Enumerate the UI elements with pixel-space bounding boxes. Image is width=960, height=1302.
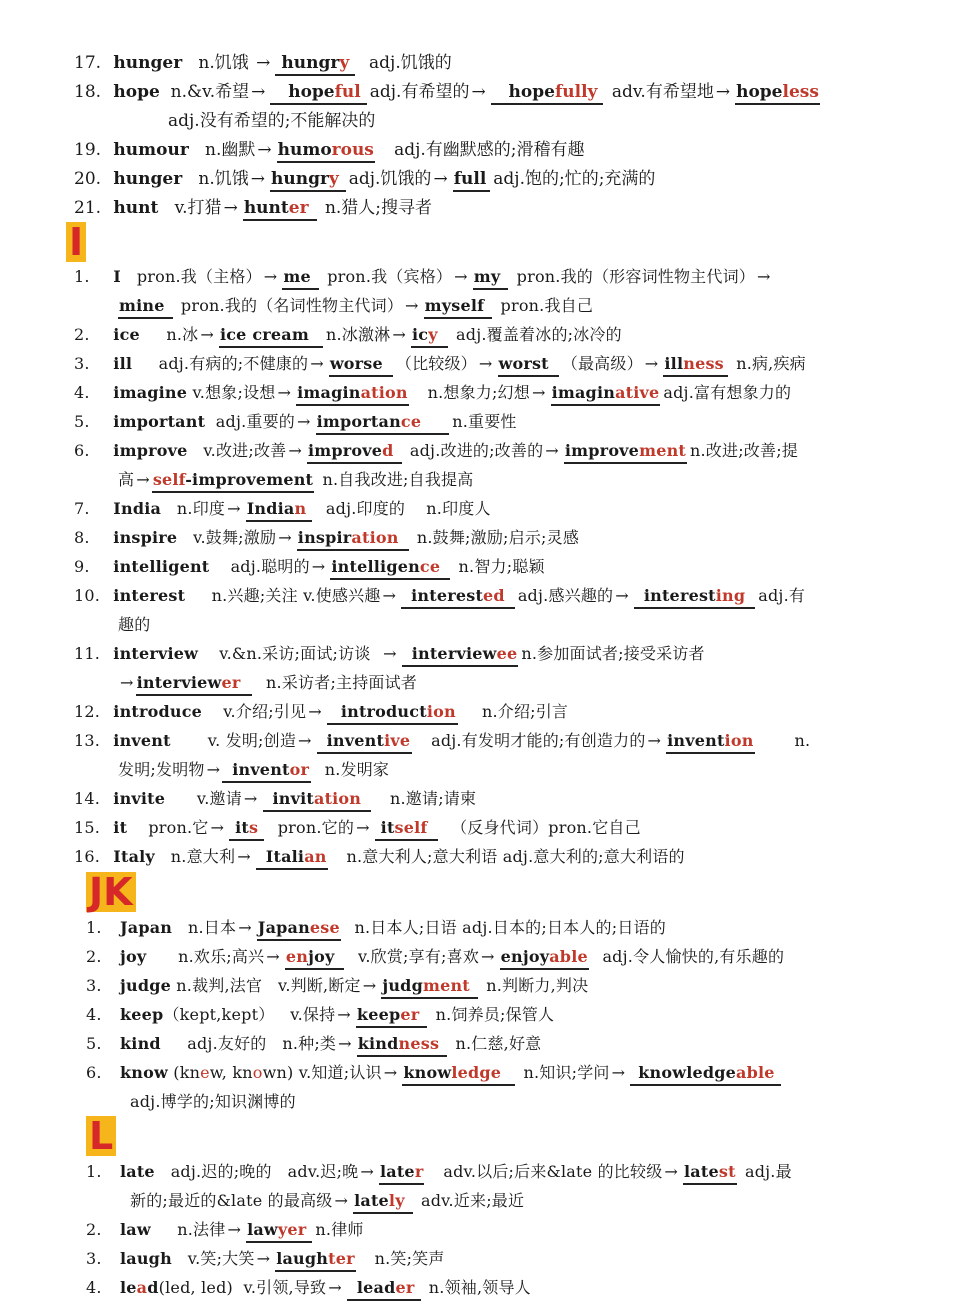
answer-blank: lately xyxy=(353,1190,413,1214)
answer-blank: Italian xyxy=(256,846,328,870)
entry-interview: 11. interview v.&n.采访;面试;访谈 → interviewee n.参加面试者;接受采访者 xyxy=(74,640,946,668)
entry-i: 1. I pron.我（主格） → me pron.我（宾格） → my pron.我的（形容词性物主代词） → xyxy=(74,263,946,291)
answer-blank: improved xyxy=(307,440,402,464)
answer-blank: my xyxy=(473,266,509,290)
answer-blank: invitation xyxy=(263,788,372,812)
answer-blank: Indian xyxy=(246,498,313,522)
answer-blank: imagination xyxy=(296,382,409,406)
answer-blank: knowledgeable xyxy=(630,1062,780,1086)
entry-interview-continued: → interviewer n.采访者;主持面试者 xyxy=(118,669,946,697)
answer-blank: inventor xyxy=(222,759,311,783)
entry-kind: 5. kind adj.友好的 n.种;类 → kindness n.仁慈,好意 xyxy=(86,1030,946,1058)
answer-blank: introduction xyxy=(327,701,458,725)
answer-blank: itself xyxy=(375,817,438,841)
answer-blank: humorous xyxy=(277,139,375,163)
answer-blank: inspiration xyxy=(297,527,409,551)
entry-hope: 18. hope n.&v.希望 → hopeful adj.有希望的 → hopefully adv.有希望地 → hopeless xyxy=(74,78,946,106)
answer-blank: icy xyxy=(411,324,448,348)
entry-ill: 3. ill adj.有病的;不健康的 → worse （比较级） → worst （最高级） → illness n.病,疾病 xyxy=(74,350,946,378)
answer-blank: hunter xyxy=(243,197,317,221)
answer-blank: knowledge xyxy=(402,1062,515,1086)
answer-blank: interesting xyxy=(634,585,755,609)
answer-blank: leader xyxy=(347,1277,421,1301)
entry-invent-continued: 发明;发明物 → inventor n.发明家 xyxy=(118,756,946,784)
answer-blank: myself xyxy=(424,295,493,319)
answer-blank: judgment xyxy=(381,975,478,999)
section-heading-i: I xyxy=(66,222,86,262)
entry-hunger-17: 17. hunger n.饥饿 → hungry adj.饥饿的 xyxy=(74,49,946,77)
entry-it: 15. it pron.它 → its pron.它的 → itself （反身代词）pron.它自己 xyxy=(74,814,946,842)
entry-introduce: 12. introduce v.介绍;引见 → introduction n.介绍;引言 xyxy=(74,698,946,726)
entry-italy: 16. Italy n.意大利 → Italian n.意大利人;意大利语 adj.意大利的;意大利语的 xyxy=(74,843,946,871)
answer-blank: later xyxy=(379,1161,424,1185)
entry-japan: 1. Japan n.日本 → Japanese n.日本人;日语 adj.日本的;日本人的;日语的 xyxy=(86,914,946,942)
answer-blank: hopeless xyxy=(735,81,820,105)
answer-blank: improvement xyxy=(564,440,687,464)
answer-blank: hungry xyxy=(270,168,346,192)
entry-know-continued: adj.博学的;知识渊博的 xyxy=(130,1092,296,1111)
answer-blank: mine xyxy=(118,295,173,319)
entry-laugh: 3. laugh v.笑;大笑 → laughter n.笑;笑声 xyxy=(86,1245,946,1273)
answer-blank: illness xyxy=(663,353,727,377)
entry-keep: 4. keep（kept,kept） v.保持 → keeper n.饲养员;保管人 xyxy=(86,1001,946,1029)
entry-late: 1. late adj.迟的;晚的 adv.迟;晚 → later adv.以后;后来&late 的比较级 → latest adj.最 xyxy=(86,1158,946,1186)
answer-blank: imaginative xyxy=(551,382,661,406)
entry-hope-continued: adj.没有希望的;不能解决的 xyxy=(168,111,376,131)
entry-hunt: 21. hunt v.打猎 → hunter n.猎人;搜寻者 xyxy=(74,194,946,222)
entry-late-continued: 新的;最近的&late 的最高级 → lately adv.近来;最近 xyxy=(130,1187,946,1215)
entry-india: 7. India n.印度 → Indian adj.印度的 n.印度人 xyxy=(74,495,946,523)
answer-blank: enjoyable xyxy=(500,946,589,970)
answer-blank: keeper xyxy=(356,1004,427,1028)
answer-blank: full xyxy=(453,168,491,192)
answer-blank: worst xyxy=(498,353,559,377)
entry-humour: 19. humour n.幽默 → humorous adj.有幽默感的;滑稽有趣 xyxy=(74,136,946,164)
answer-blank: interested xyxy=(401,585,515,609)
answer-blank: ice cream xyxy=(219,324,323,348)
answer-blank: latest xyxy=(683,1161,737,1185)
entry-inspire: 8. inspire v.鼓舞;激励 → inspiration n.鼓舞;激励;启示;灵感 xyxy=(74,524,946,552)
answer-blank: hungry xyxy=(275,52,355,76)
answer-blank: me xyxy=(282,266,319,290)
entry-joy: 2. joy n.欢乐;高兴 → enjoy v.欣赏;享有;喜欢 → enjoyable adj.令人愉快的,有乐趣的 xyxy=(86,943,946,971)
entry-intelligent: 9. intelligent adj.聪明的 → intelligence n.智力;聪颖 xyxy=(74,553,946,581)
entry-ice: 2. ice n.冰 → ice cream n.冰激淋 → icy adj.覆盖着冰的;冰冷的 xyxy=(74,321,946,349)
answer-blank: inventive xyxy=(317,730,413,754)
entry-interest-continued: 趣的 xyxy=(118,615,151,634)
answer-blank: self-improvement xyxy=(152,469,314,493)
entry-improve-continued: 高 → self-improvement n.自我改进;自我提高 xyxy=(118,466,946,494)
section-heading-jk: JK xyxy=(86,872,136,912)
entry-hunger-20: 20. hunger n.饥饿 → hungry adj.饥饿的 → full adj.饱的;忙的;充满的 xyxy=(74,165,946,193)
answer-blank: kindness xyxy=(357,1033,447,1057)
answer-blank: interviewer xyxy=(136,672,253,696)
answer-blank: hopefully xyxy=(491,81,604,105)
entry-imagine: 4. imagine v.想象;设想 → imagination n.想象力;幻想 → imaginative adj.富有想象力的 xyxy=(74,379,946,407)
answer-blank: hopeful xyxy=(270,81,366,105)
entry-lead: 4. lead(led, led) v.引领,导致 → leader n.领袖,领导人 xyxy=(86,1274,946,1302)
answer-blank: lawyer xyxy=(246,1219,312,1243)
answer-blank: enjoy xyxy=(285,946,345,970)
answer-blank: intelligence xyxy=(330,556,450,580)
entry-i-continued: mine pron.我的（名词性物主代词） → myself pron.我自己 xyxy=(118,292,946,320)
entry-important: 5. important adj.重要的 → importance n.重要性 xyxy=(74,408,946,436)
entry-invent: 13. invent v. 发明;创造 → inventive adj.有发明才能的;有创造力的 → invention n. xyxy=(74,727,946,755)
entry-invite: 14. invite v.邀请 → invitation n.邀请;请柬 xyxy=(74,785,946,813)
entry-improve: 6. improve v.改进;改善 → improved adj.改进的;改善的 → improvement n.改进;改善;提 xyxy=(74,437,946,465)
answer-blank: its xyxy=(229,817,264,841)
answer-blank: importance xyxy=(316,411,450,435)
entry-interest: 10. interest n.兴趣;关注 v.使感兴趣 → interested adj.感兴趣的 → interesting adj.有 xyxy=(74,582,946,610)
answer-blank: Japanese xyxy=(257,917,341,941)
entry-law: 2. law n.法律 → lawyer n.律师 xyxy=(86,1216,946,1244)
entry-know: 6. know (knew, known) v.知道;认识 → knowledge n.知识;学问 → knowledgeable xyxy=(86,1059,946,1087)
answer-blank: invention xyxy=(666,730,754,754)
section-heading-l: L xyxy=(86,1116,116,1156)
answer-blank: laughter xyxy=(275,1248,356,1272)
answer-blank: worse xyxy=(329,353,393,377)
answer-blank: interviewee xyxy=(402,643,519,667)
entry-judge: 3. judge n.裁判,法官 v.判断,断定 → judgment n.判断力,判决 xyxy=(86,972,946,1000)
